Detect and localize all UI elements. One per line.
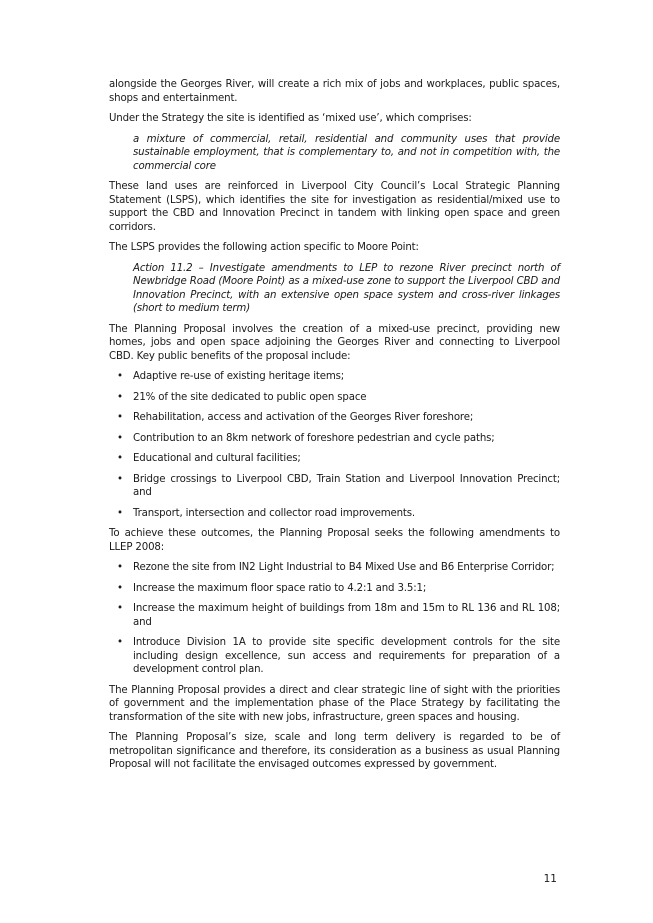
list-item-text: 21% of the site dedicated to public open space [133, 391, 367, 403]
list-item-text: Bridge crossings to Liverpool CBD, Train Station and Liverpool Innovation Precinct; and [133, 473, 560, 498]
benefits-list [109, 370, 560, 520]
bullet-icon: • [117, 637, 123, 648]
list-item-text: Rezone the site from IN2 Light Industrial to B4 Mixed Use and B6 Enterprise Corridor; [133, 562, 555, 573]
list-item [109, 582, 560, 596]
list-item [109, 411, 560, 425]
bullet-icon: • [117, 391, 123, 403]
list-item [109, 391, 560, 405]
list-item-text: Adaptive re-use of existing heritage items; [133, 371, 345, 382]
list-item [109, 370, 560, 384]
list-item [109, 602, 560, 629]
paragraph: The Planning Proposal’s size, scale and long term delivery is regarded to be of metropolitan significance and therefore, its consideration as a business as usual Planning Proposal will not facilitate the envisaged outcomes expressed by government. [109, 732, 560, 770]
list-item-text: Educational and cultural facilities; [133, 453, 301, 464]
block-quote: a mixture of commercial, retail, residential and community uses that provide sustainable employment, that is complementary to, and not in competition with, the commercial core [133, 133, 560, 172]
bullet-icon: • [117, 432, 123, 444]
list-item-text: Transport, intersection and collector road improvements. [133, 507, 416, 519]
page-number: 11 [543, 873, 557, 885]
paragraph: These land uses are reinforced in Liverpool City Council’s Local Strategic Planning Statement (LSPS), which identifies the site for investigation as residential/mixed use to support the CBD and Innovation Precinct in tandem with linking open space and green corridors. [109, 181, 560, 233]
bullet-icon: • [117, 412, 123, 423]
list-item-text: Increase the maximum floor space ratio to 4.2:1 and 3.5:1; [133, 582, 427, 594]
list-item-text: Increase the maximum height of buildings from 18m and 15m to RL 136 and RL 108; and [133, 603, 560, 628]
list-item [109, 432, 560, 446]
block-quote: Action 11.2 – Investigate amendments to LEP to rezone River precinct north of Newbridge Road (Moore Point) as a mixed-use zone to support the Liverpool CBD and Innovation Precinct, with an extensive open space system and cross-river linkages (short to medium term) [133, 262, 560, 314]
list-item-text: Rehabilitation, access and activation of the Georges River foreshore; [133, 412, 474, 423]
bullet-icon: • [117, 371, 123, 382]
bullet-icon: • [117, 473, 123, 485]
document-body [109, 78, 560, 779]
paragraph: The Planning Proposal provides a direct and clear strategic line of sight with the priorities of government and the implementation phase of the Place Strategy by facilitating the transformation of the site with new jobs, infrastructure, green spaces and housing. [109, 684, 560, 723]
paragraph: The Planning Proposal involves the creation of a mixed-use precinct, providing new homes, jobs and open space adjoining the Georges River and connecting to Liverpool CBD. Key public benefits of the proposal include: [109, 323, 560, 362]
bullet-icon: • [117, 582, 123, 594]
list-item [109, 452, 560, 466]
bullet-icon: • [117, 603, 123, 614]
paragraph: Under the Strategy the site is identified as ‘mixed use’, which comprises: [109, 113, 472, 124]
list-item-text: Introduce Division 1A to provide site specific development controls for the site including design excellence, sun access and requirements for preparation of a development control plan. [133, 637, 560, 675]
amendments-list [109, 561, 560, 677]
list-item [109, 561, 560, 575]
paragraph: To achieve these outcomes, the Planning Proposal seeks the following amendments to LLEP 2008: [109, 528, 560, 553]
list-item-text: Contribution to an 8km network of foreshore pedestrian and cycle paths; [133, 432, 495, 444]
paragraph: The LSPS provides the following action specific to Moore Point: [109, 242, 419, 253]
list-item [109, 636, 560, 677]
list-item [109, 507, 560, 521]
paragraph: alongside the Georges River, will create a rich mix of jobs and workplaces, public spaces, shops and entertainment. [109, 79, 560, 104]
bullet-icon: • [117, 453, 123, 464]
bullet-icon: • [117, 507, 123, 519]
bullet-icon: • [117, 562, 123, 573]
list-item [109, 473, 560, 500]
